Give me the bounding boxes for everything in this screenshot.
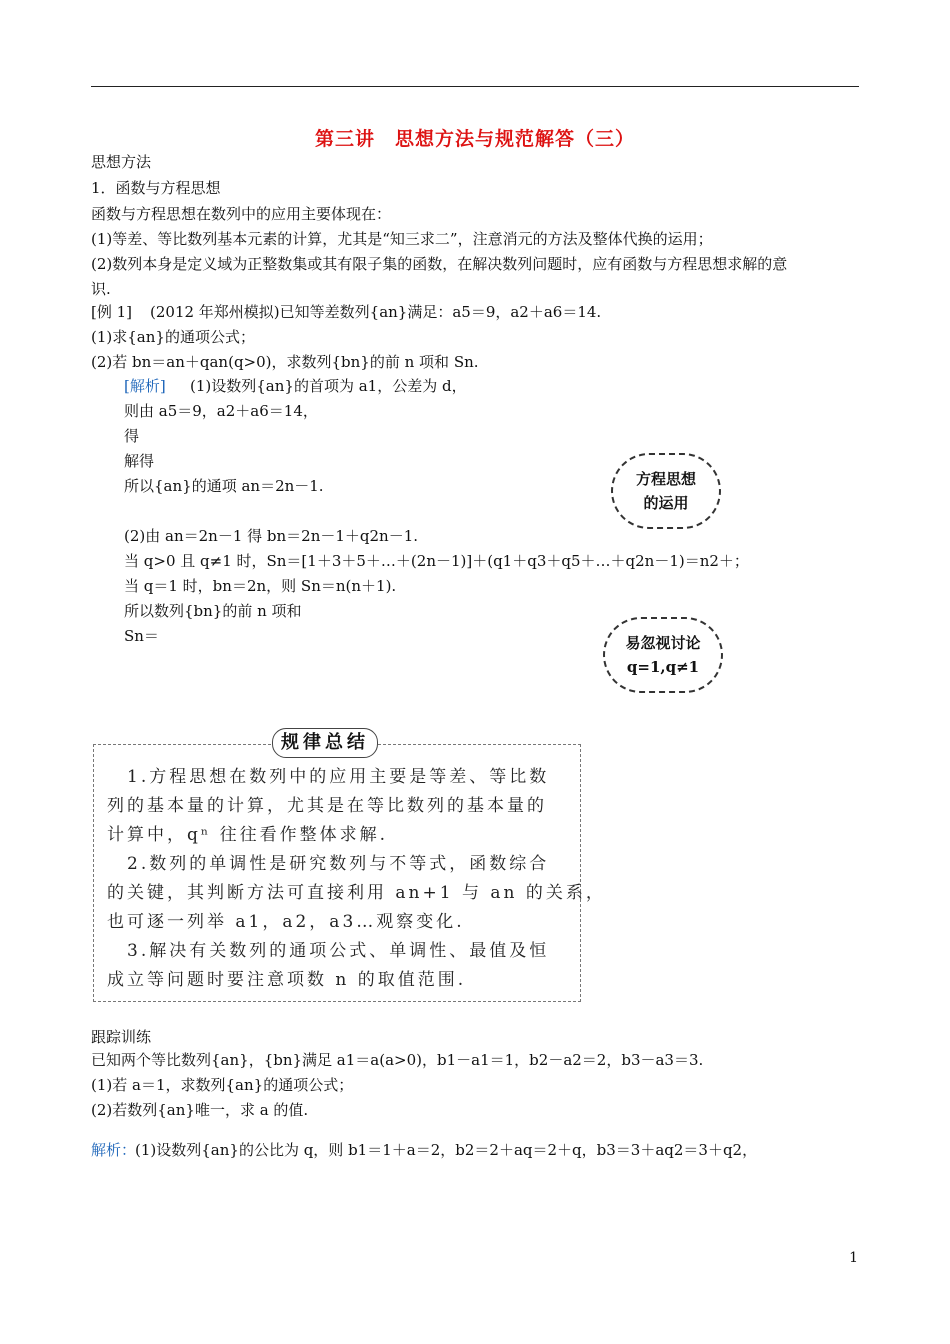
training-question-1: (1)若 a＝1，求数列{an}的通项公式； xyxy=(91,1076,354,1094)
summary-line: 也可逐一列举 a1，a2，a3…观察变化. xyxy=(107,912,465,932)
solution-line-3: 得 xyxy=(124,427,140,445)
summary-line: 的关键，其判断方法可直接利用 an+1 与 an 的关系， xyxy=(107,883,606,903)
subsection-heading: 1．函数与方程思想 xyxy=(91,179,221,197)
callout-cloud-discussion-line2: q=1,q≠1 xyxy=(626,658,700,676)
callout-cloud-equation-line1: 方程思想 xyxy=(635,470,696,488)
point-1: (1)等差、等比数列基本元素的计算，尤其是“知三求二”，注意消元的方法及整体代换的运用； xyxy=(91,230,713,248)
training-problem: 已知两个等比数列{an}，{bn}满足 a1＝a(a>0)，b1－a1＝1，b2－a2＝2，b3－a3＝3. xyxy=(91,1051,704,1069)
page-title: 第三讲 思想方法与规范解答（三） xyxy=(314,128,635,150)
point-2b: 识. xyxy=(91,280,111,298)
solution-line-9: 所以数列{bn}的前 n 项和 xyxy=(124,602,302,620)
summary-line: 列的基本量的计算，尤其是在等比数列的基本量的 xyxy=(107,796,547,816)
training-question-2: (2)若数列{an}唯一，求 a 的值. xyxy=(91,1101,309,1119)
solution-line-1: (1)设数列{an}的首项为 a1，公差为 d， xyxy=(190,377,467,395)
point-2a: (2)数列本身是定义域为正整数集或其有限子集的函数，在解决数列问题时，应有函数与方程思想求解的意 xyxy=(91,255,788,273)
callout-cloud-discussion xyxy=(603,617,723,693)
solution-line-10: Sn＝ xyxy=(124,627,159,645)
callout-cloud-discussion-line1: 易忽视讨论 xyxy=(625,634,701,652)
solution-line-7: 当 q>0 且 q≠1 时，Sn＝[1＋3＋5＋…＋(2n－1)]＋(q1＋q3＋q5＋…＋q2n－1)＝n2＋； xyxy=(124,552,749,570)
solution-label: [解析] xyxy=(124,377,166,395)
summary-line: 1.方程思想在数列中的应用主要是等差、等比数 xyxy=(107,767,550,787)
solution-line-2: 则由 a5＝9，a2＋a6＝14， xyxy=(124,402,318,420)
question-1: (1)求{an}的通项公式； xyxy=(91,328,255,346)
solution-line-6: (2)由 an＝2n－1 得 bn＝2n－1＋q2n－1. xyxy=(124,527,419,545)
page-number: 1 xyxy=(849,1250,858,1266)
training-title: 跟踪训练 xyxy=(91,1028,152,1046)
header-rule xyxy=(91,86,859,87)
summary-line: 计算中，qⁿ 往往看作整体求解. xyxy=(107,825,389,845)
callout-cloud-equation xyxy=(611,453,721,529)
example-label: [例 1] xyxy=(91,303,133,321)
callout-cloud-equation-line2: 的运用 xyxy=(643,494,689,512)
summary-header: 规律总结 xyxy=(272,728,378,758)
summary-line: 成立等问题时要注意项数 n 的取值范围. xyxy=(107,970,467,990)
summary-line: 2.数列的单调性是研究数列与不等式，函数综合 xyxy=(107,854,550,874)
solution-line-8: 当 q＝1 时，bn＝2n，则 Sn＝n(n＋1). xyxy=(124,577,397,595)
training-solution-text: (1)设数列{an}的公比为 q，则 b1＝1＋a＝2，b2＝2＋aq＝2＋q，b3＝3＋aq2＝3＋q2， xyxy=(135,1141,758,1159)
solution-line-4: 解得 xyxy=(124,452,155,470)
question-2: (2)若 bn＝an＋qan(q>0)，求数列{bn}的前 n 项和 Sn. xyxy=(91,353,479,371)
example-text: (2012 年郑州模拟)已知等差数列{an}满足：a5＝9，a2＋a6＝14. xyxy=(150,303,602,321)
training-solution-label: 解析： xyxy=(91,1141,137,1159)
section-heading: 思想方法 xyxy=(91,153,152,171)
solution-line-5: 所以{an}的通项 an＝2n－1. xyxy=(124,477,324,495)
intro-text: 函数与方程思想在数列中的应用主要体现在： xyxy=(91,205,392,223)
summary-line: 3.解决有关数列的通项公式、单调性、最值及恒 xyxy=(107,941,550,961)
